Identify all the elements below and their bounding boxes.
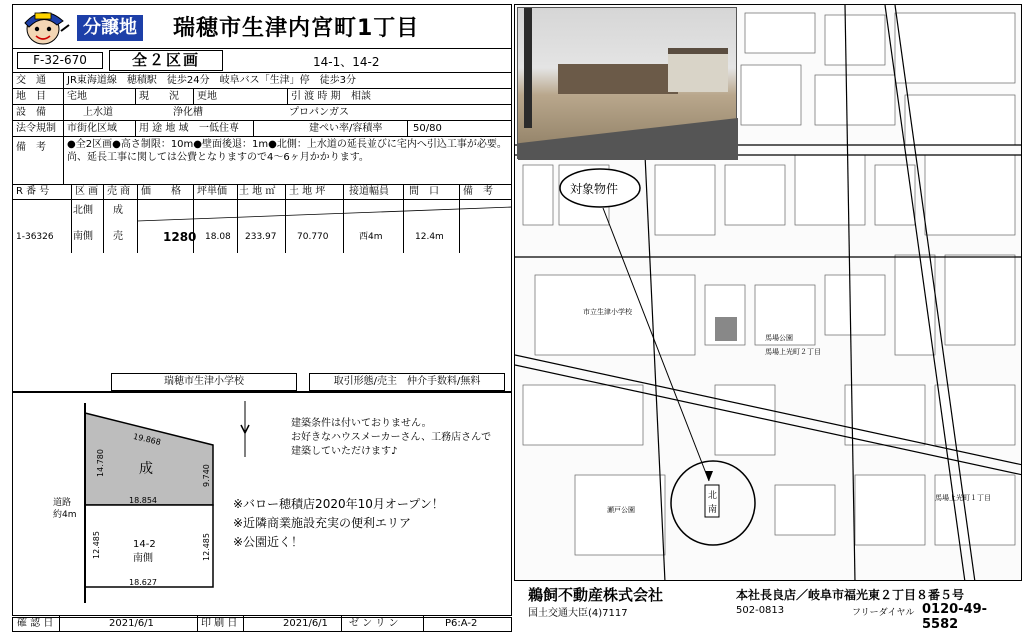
tel-number[interactable]: 0120-49-5582 xyxy=(922,602,988,632)
pole-image xyxy=(524,8,532,128)
map-label-park: 瀬戸公園 xyxy=(607,506,635,514)
page-title: 瑞穂市生津内宮町1丁目 xyxy=(173,16,420,41)
selling-point: ※バロー穂積店2020年10月オープン！ xyxy=(233,497,444,511)
map-panel xyxy=(514,4,1022,581)
map-label-park: 馬場公園 xyxy=(765,334,793,342)
dim-bottom: 18.627 xyxy=(129,578,157,587)
school-box: 瑞穂市生津小学校 xyxy=(111,373,297,391)
dim-left-north: 14.780 xyxy=(96,449,105,477)
dim-top: 19.868 xyxy=(132,431,162,447)
company-license: 国土交通大臣(4)7117 xyxy=(528,608,628,619)
map-label-school: 市立生津小学校 xyxy=(583,308,632,316)
notes-row: 備 考 ●全2区画●高さ制限：10m●壁面後退：1m●北側：上水道の延長並びに宅内へ引込工事が必要。尚、延長工事に関しては公費となりますので4～6ヶ月かかります。 xyxy=(13,137,511,185)
lot-numbers: 14-1、14-2 xyxy=(313,55,380,69)
price-table xyxy=(13,185,511,392)
dim-right-south: 12.485 xyxy=(202,533,211,561)
transport-row: 交 通 JR東海道線 穂積駅 徒歩24分 岐阜バス「生津」停 徒歩3分 xyxy=(13,73,511,89)
dim-left-south: 12.485 xyxy=(92,531,101,559)
house-image xyxy=(558,64,678,94)
row-divider xyxy=(137,201,512,223)
table-header: R 番 号 区 画 売 商 価 格 坪単価 土 地 ㎡ 土 地 坪 接道幅員 間 口 備 考 xyxy=(13,185,511,200)
title-bar xyxy=(13,5,511,49)
zip-code: 502-0813 xyxy=(736,605,785,616)
map-label-area: 馬場上光町１丁目 xyxy=(935,494,991,502)
dim-right-north: 9.740 xyxy=(202,464,211,487)
mascot-icon xyxy=(17,7,71,47)
table-row: 北側 成 xyxy=(73,205,123,216)
selling-point: ※公園近く！ xyxy=(233,535,304,549)
target-label: 対象物件 xyxy=(570,182,619,196)
site-photo xyxy=(517,7,737,159)
table-row: 1-36326 南側 売 1280 18.08 233.97 70.770 西4m 12.4m xyxy=(16,230,444,244)
footer xyxy=(514,581,1022,632)
info-panel xyxy=(12,4,512,392)
building-note: 建築条件は付いておりません。 お好きなハウスメーカーさん、工務店さんで 建築していただけます♪ xyxy=(291,418,492,457)
lot-badge: 分譲地 xyxy=(77,15,143,41)
lot-count: 全２区画 xyxy=(109,50,223,71)
map-label-area: 馬場上光町２丁目 xyxy=(765,348,821,356)
facility-row: 設 備 上水道 浄化槽 プロパンガス xyxy=(13,105,511,121)
south-lot-name: 南側 xyxy=(133,553,153,564)
north-lot-label: 成 xyxy=(139,461,153,477)
plot-panel xyxy=(12,392,512,616)
code-row xyxy=(13,49,511,73)
selling-point: ※近隣商業施設充実の便利エリア xyxy=(233,516,412,530)
company-name: 鵜飼不動産株式会社 xyxy=(528,586,664,604)
north-arrow-icon xyxy=(241,401,249,457)
road-image xyxy=(518,118,738,160)
dim-mid: 18.854 xyxy=(129,496,157,505)
map-label-north: 北 xyxy=(708,491,718,501)
south-lot-number: 14-2 xyxy=(133,539,156,550)
map-label-south: 南 xyxy=(708,505,718,515)
land-row: 地 目 宅地 現 況 更地 引 渡 時 期 相談 xyxy=(13,89,511,105)
branch-address: 本社長良店／岐阜市福光東２丁目８番５号 xyxy=(736,588,965,602)
law-row: 法令規制 市街化区域 用 途 地 域 一低住専 建ぺい率/容積率 50/80 xyxy=(13,121,511,137)
date-row: 確 認 日 2021/6/1 印 刷 日 2021/6/1 ゼ ン リ ン P6:A-2 xyxy=(12,617,512,632)
tel-label: フリーダイヤル xyxy=(852,608,915,618)
road-label: 道路 約4m xyxy=(53,498,77,520)
deal-box: 取引形態/売主 仲介手数料/無料 xyxy=(309,373,505,391)
house-image xyxy=(668,48,728,92)
property-code: F-32-670 xyxy=(17,52,103,69)
